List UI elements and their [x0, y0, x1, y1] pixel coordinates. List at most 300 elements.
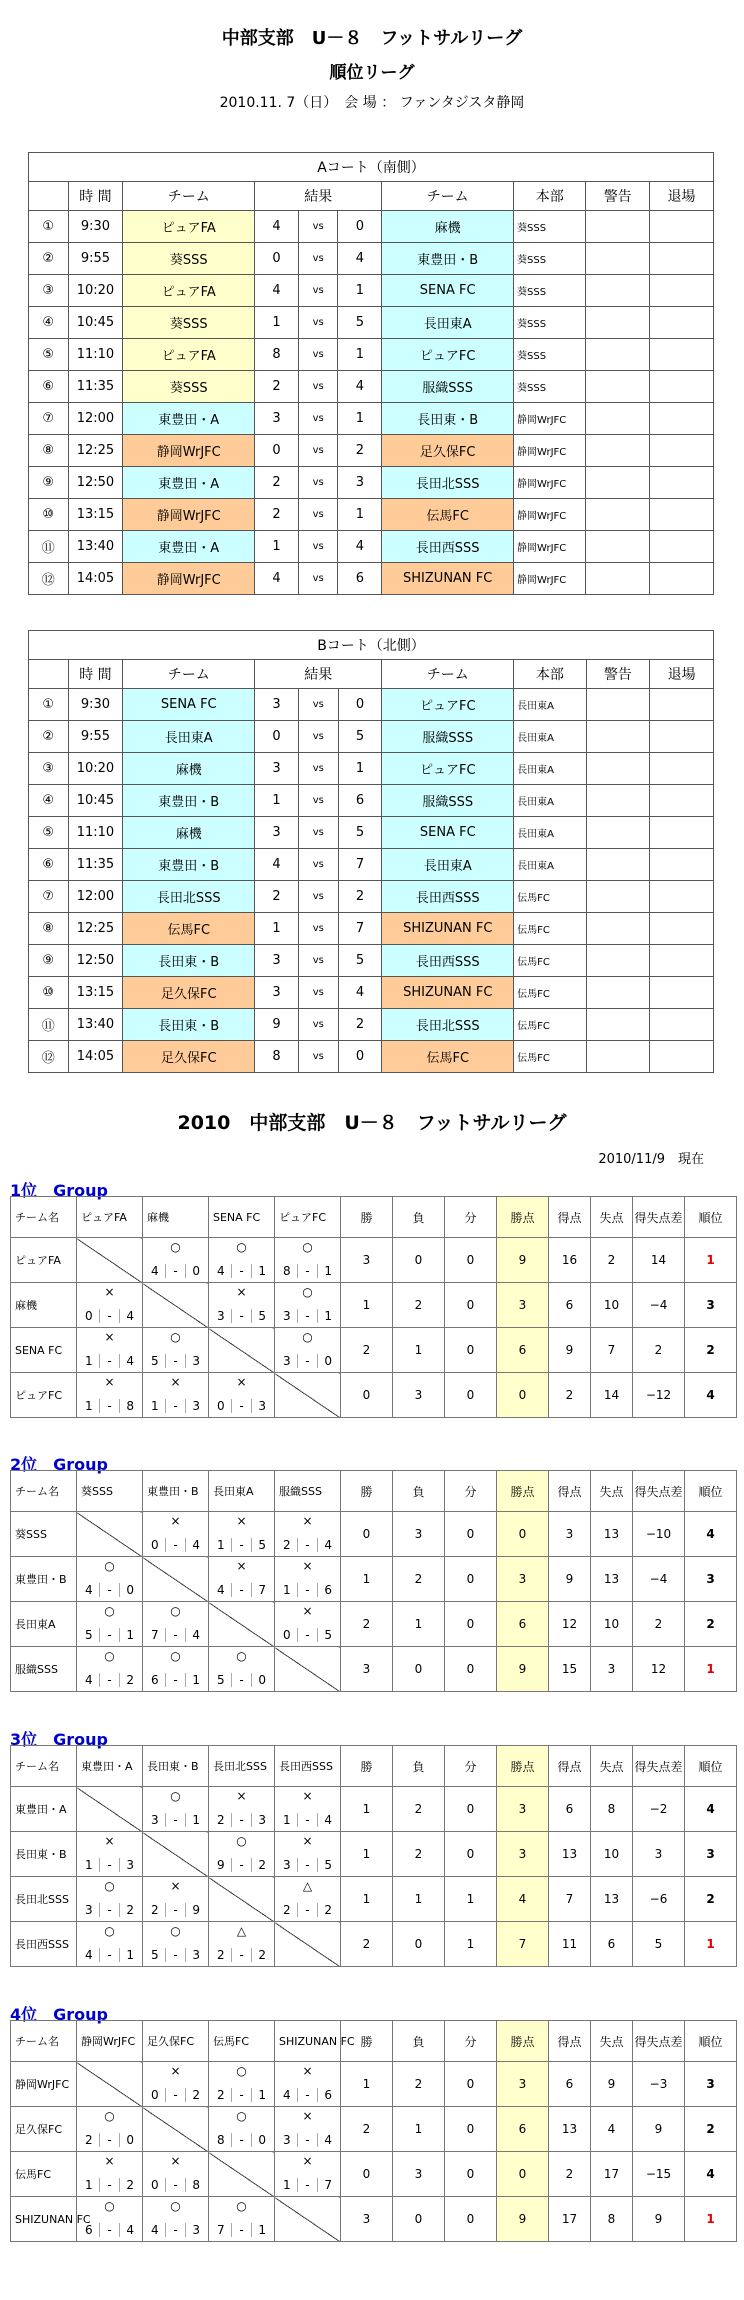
ejection-cell — [650, 211, 714, 243]
vs-label: vs — [298, 371, 338, 403]
result-symbol: × — [236, 1514, 247, 1528]
rank: 3 — [685, 1832, 737, 1877]
losses: 1 — [393, 2107, 445, 2152]
away-score: 5 — [338, 817, 382, 849]
score-dash: - — [165, 1538, 186, 1552]
rank: 3 — [685, 1283, 737, 1328]
match-number: ⑫ — [29, 1041, 69, 1073]
home-team: 葵SSS — [123, 371, 255, 403]
points: 3 — [497, 1283, 549, 1328]
match-row — [29, 1041, 714, 1073]
headquarters: 静岡WrJFC — [514, 467, 586, 499]
court-b-table — [28, 630, 714, 1073]
goals-for: 9 — [217, 1858, 225, 1872]
score-dash: - — [165, 2178, 186, 2192]
rank: 1 — [685, 1647, 737, 1692]
away-team: ピュアFC — [382, 689, 514, 721]
goals-for: 4 — [151, 1264, 159, 1278]
standings-row — [11, 1512, 737, 1557]
opponent-header: 東豊田・B — [143, 1471, 209, 1512]
goals-against: 3 — [185, 2223, 206, 2237]
goals-against: 0 — [119, 1583, 140, 1597]
head-to-head-score — [79, 1399, 140, 1413]
result-symbol: × — [104, 2154, 115, 2168]
score-dash: - — [231, 1673, 252, 1687]
self-match-cell — [209, 2152, 275, 2197]
match-time: 11:10 — [68, 339, 123, 371]
score-dash: - — [99, 1399, 120, 1413]
goals-conceded: 14 — [591, 1373, 633, 1418]
match-row — [29, 211, 714, 243]
draws: 0 — [445, 1647, 497, 1692]
team-name: 長田北SSS — [11, 1877, 77, 1922]
head-to-head-score — [277, 1903, 338, 1917]
draws: 0 — [445, 2152, 497, 2197]
head-to-head-score — [79, 1858, 140, 1872]
match-time: 11:10 — [68, 817, 123, 849]
away-score: 0 — [338, 211, 382, 243]
report-date: 2010/11/9 現在 — [598, 1152, 704, 1167]
result-symbol: × — [104, 1375, 115, 1389]
points: 6 — [497, 1328, 549, 1373]
match-time: 10:20 — [68, 275, 123, 307]
warning-cell — [586, 945, 650, 977]
home-team: ピュアFA — [123, 275, 255, 307]
stat-header: 勝 — [341, 1746, 393, 1787]
ejection-cell — [650, 243, 714, 275]
home-score: 0 — [255, 721, 299, 753]
score-dash: - — [165, 1264, 186, 1278]
goals-conceded: 3 — [591, 1647, 633, 1692]
match-time: 13:40 — [68, 1009, 123, 1041]
home-score: 1 — [255, 785, 299, 817]
ejection-cell — [650, 945, 714, 977]
result-symbol: ○ — [302, 1285, 313, 1299]
warning-cell — [586, 339, 650, 371]
wins: 2 — [341, 1602, 393, 1647]
column-header: 退場 — [650, 660, 714, 689]
goals-against: 5 — [251, 1309, 272, 1323]
score-dash: - — [99, 1673, 120, 1687]
score-dash: - — [297, 2133, 318, 2147]
goals-scored: 13 — [549, 2107, 591, 2152]
score-dash: - — [297, 2178, 318, 2192]
home-team: 伝馬FC — [123, 913, 255, 945]
vs-label: vs — [298, 499, 338, 531]
away-team: 伝馬FC — [382, 499, 514, 531]
home-score: 2 — [255, 881, 299, 913]
score-dash: - — [165, 2088, 186, 2102]
goals-conceded: 4 — [591, 2107, 633, 2152]
warning-cell — [586, 817, 650, 849]
away-score: 5 — [338, 945, 382, 977]
opponent-header: 長田東・B — [143, 1746, 209, 1787]
goals-conceded: 10 — [591, 1602, 633, 1647]
away-team: 東豊田・B — [382, 243, 514, 275]
head-to-head-score — [211, 1858, 272, 1872]
goals-against: 5 — [317, 1628, 338, 1642]
losses: 1 — [393, 1602, 445, 1647]
team-name: SENA FC — [11, 1328, 77, 1373]
result-symbol: × — [170, 1879, 181, 1893]
rank: 3 — [685, 1557, 737, 1602]
home-score: 2 — [255, 467, 299, 499]
losses: 0 — [393, 1647, 445, 1692]
goals-against: 3 — [185, 1948, 206, 1962]
draws: 1 — [445, 1877, 497, 1922]
draws: 1 — [445, 1922, 497, 1967]
goals-against: 8 — [185, 2178, 206, 2192]
match-number: ③ — [29, 275, 69, 307]
standings-row — [11, 1832, 737, 1877]
away-team: SHIZUNAN FC — [382, 977, 514, 1009]
away-score: 3 — [338, 467, 382, 499]
group-title: 2位 Group — [10, 1455, 108, 1474]
away-score: 1 — [338, 753, 382, 785]
home-score: 4 — [255, 849, 299, 881]
opponent-header: 静岡WrJFC — [77, 2021, 143, 2062]
result-symbol: × — [302, 1834, 313, 1848]
head-to-head-score — [145, 1399, 206, 1413]
head-to-head-cell — [275, 1238, 341, 1283]
result-symbol: ○ — [170, 2199, 181, 2213]
standings-row — [11, 2107, 737, 2152]
home-team: 東豊田・A — [123, 531, 255, 563]
goals-for: 3 — [283, 1858, 291, 1872]
head-to-head-cell — [77, 1283, 143, 1328]
away-team: ピュアFC — [382, 339, 514, 371]
head-to-head-cell — [77, 1877, 143, 1922]
result-symbol: ○ — [302, 1330, 313, 1344]
goals-for: 3 — [151, 1813, 159, 1827]
team-name-header: チーム名 — [11, 1471, 77, 1512]
group-4-standings-table — [10, 2020, 737, 2242]
column-header: チーム — [382, 660, 514, 689]
draws: 0 — [445, 1512, 497, 1557]
away-team: 服織SSS — [382, 721, 514, 753]
home-team: 麻機 — [123, 817, 255, 849]
head-to-head-score — [79, 2223, 140, 2237]
warning-cell — [586, 881, 650, 913]
stat-header: 勝点 — [497, 1746, 549, 1787]
goals-for: 1 — [151, 1399, 159, 1413]
head-to-head-cell — [77, 1328, 143, 1373]
result-symbol: ○ — [104, 2199, 115, 2213]
head-to-head-score — [211, 1264, 272, 1278]
vs-label: vs — [299, 849, 339, 881]
head-to-head-score — [145, 1673, 206, 1687]
team-name: 東豊田・B — [11, 1557, 77, 1602]
score-dash: - — [165, 1399, 186, 1413]
goals-against: 4 — [185, 1628, 206, 1642]
head-to-head-score — [277, 2088, 338, 2102]
goals-scored: 7 — [549, 1877, 591, 1922]
warning-cell — [586, 435, 650, 467]
vs-label: vs — [298, 403, 338, 435]
vs-label: vs — [298, 339, 338, 371]
self-match-cell — [209, 1877, 275, 1922]
home-team: 葵SSS — [123, 243, 255, 275]
goals-for: 4 — [217, 1264, 225, 1278]
headquarters: 葵SSS — [514, 371, 586, 403]
stat-header: 得点 — [549, 1471, 591, 1512]
warning-cell — [586, 243, 650, 275]
away-score: 1 — [338, 275, 382, 307]
away-score: 6 — [338, 563, 382, 595]
headquarters: 静岡WrJFC — [514, 403, 586, 435]
result-symbol: ○ — [104, 1649, 115, 1663]
goals-against: 0 — [251, 1673, 272, 1687]
headquarters: 長田東A — [514, 689, 586, 721]
result-symbol: ○ — [236, 2109, 247, 2123]
headquarters: 長田東A — [514, 817, 586, 849]
goals-scored: 13 — [549, 1832, 591, 1877]
vs-label: vs — [298, 531, 338, 563]
away-score: 5 — [338, 307, 382, 339]
draws: 0 — [445, 1283, 497, 1328]
losses: 2 — [393, 1832, 445, 1877]
goals-for: 4 — [85, 1583, 93, 1597]
goals-for: 2 — [85, 2133, 93, 2147]
away-team: 足久保FC — [382, 435, 514, 467]
match-row — [29, 371, 714, 403]
points: 3 — [497, 2062, 549, 2107]
opponent-header: 伝馬FC — [209, 2021, 275, 2062]
match-number: ⑧ — [29, 435, 69, 467]
points: 7 — [497, 1922, 549, 1967]
result-symbol: × — [104, 1330, 115, 1344]
result-symbol: ○ — [170, 1924, 181, 1938]
goals-scored: 17 — [549, 2197, 591, 2242]
head-to-head-score — [211, 1948, 272, 1962]
score-dash: - — [99, 1858, 120, 1872]
headquarters: 長田東A — [514, 849, 586, 881]
goals-for: 1 — [85, 1858, 93, 1872]
home-team: 足久保FC — [123, 1041, 255, 1073]
away-team: 長田東A — [382, 849, 514, 881]
team-name: 麻機 — [11, 1283, 77, 1328]
head-to-head-score — [145, 2178, 206, 2192]
losses: 0 — [393, 1922, 445, 1967]
score-dash: - — [231, 1309, 252, 1323]
team-name: 足久保FC — [11, 2107, 77, 2152]
home-score: 0 — [255, 435, 299, 467]
result-symbol: × — [236, 1375, 247, 1389]
ejection-cell — [650, 913, 714, 945]
goal-difference: −4 — [633, 1557, 685, 1602]
head-to-head-score — [145, 2223, 206, 2237]
goals-for: 0 — [85, 1309, 93, 1323]
match-time: 12:25 — [68, 435, 123, 467]
away-team: ピュアFC — [382, 753, 514, 785]
head-to-head-cell — [143, 1602, 209, 1647]
column-header: 退場 — [650, 182, 714, 211]
warning-cell — [586, 275, 650, 307]
team-name: ピュアFC — [11, 1373, 77, 1418]
vs-label: vs — [298, 467, 338, 499]
away-team: 麻機 — [382, 211, 514, 243]
header-no-cell — [29, 660, 69, 689]
head-to-head-score — [277, 1583, 338, 1597]
goals-for: 0 — [151, 2088, 159, 2102]
column-header: 警告 — [586, 182, 650, 211]
stat-header: 得失点差 — [633, 2021, 685, 2062]
opponent-header: 葵SSS — [77, 1471, 143, 1512]
goals-scored: 6 — [549, 1787, 591, 1832]
goals-against: 4 — [317, 2133, 338, 2147]
vs-label: vs — [299, 785, 339, 817]
away-score: 2 — [338, 435, 382, 467]
match-number: ② — [29, 243, 69, 275]
team-name-header: チーム名 — [11, 1197, 77, 1238]
match-time: 10:20 — [68, 753, 123, 785]
team-name: 長田東A — [11, 1602, 77, 1647]
head-to-head-score — [79, 1583, 140, 1597]
ejection-cell — [650, 977, 714, 1009]
points: 6 — [497, 2107, 549, 2152]
headquarters: 静岡WrJFC — [514, 499, 586, 531]
home-team: SENA FC — [123, 689, 255, 721]
vs-label: vs — [299, 881, 339, 913]
goals-scored: 9 — [549, 1557, 591, 1602]
wins: 1 — [341, 1787, 393, 1832]
head-to-head-score — [145, 1354, 206, 1368]
ejection-cell — [650, 817, 714, 849]
losses: 0 — [393, 1238, 445, 1283]
rank: 2 — [685, 1602, 737, 1647]
stat-header: 得点 — [549, 1197, 591, 1238]
group-1-standings-table — [10, 1196, 737, 1418]
goal-difference: −15 — [633, 2152, 685, 2197]
home-score: 8 — [255, 1041, 299, 1073]
goals-for: 1 — [283, 1813, 291, 1827]
ejection-cell — [650, 531, 714, 563]
goal-difference: 9 — [633, 2197, 685, 2242]
head-to-head-score — [79, 1673, 140, 1687]
head-to-head-cell — [143, 1373, 209, 1418]
score-dash: - — [297, 1538, 318, 1552]
home-score: 1 — [255, 531, 299, 563]
head-to-head-score — [277, 1354, 338, 1368]
match-row — [29, 945, 714, 977]
ejection-cell — [650, 849, 714, 881]
home-score: 9 — [255, 1009, 299, 1041]
ejection-cell — [650, 339, 714, 371]
stat-header: 順位 — [685, 1746, 737, 1787]
result-symbol: ○ — [104, 1604, 115, 1618]
match-number: ⑨ — [29, 467, 69, 499]
wins: 1 — [341, 1557, 393, 1602]
goals-scored: 6 — [549, 2062, 591, 2107]
goals-scored: 16 — [549, 1238, 591, 1283]
head-to-head-score — [211, 2223, 272, 2237]
header-no-cell — [29, 182, 69, 211]
score-dash: - — [231, 1813, 252, 1827]
goals-for: 4 — [151, 2223, 159, 2237]
court-a-table — [28, 152, 714, 595]
result-symbol: × — [302, 2154, 313, 2168]
away-score: 4 — [338, 531, 382, 563]
head-to-head-cell — [143, 1647, 209, 1692]
head-to-head-cell — [77, 1557, 143, 1602]
standings-row — [11, 1602, 737, 1647]
self-match-cell — [275, 2197, 341, 2242]
draws: 0 — [445, 1238, 497, 1283]
warning-cell — [586, 689, 650, 721]
warning-cell — [586, 1009, 650, 1041]
away-team: 長田西SSS — [382, 881, 514, 913]
match-row — [29, 849, 714, 881]
goal-difference: 5 — [633, 1922, 685, 1967]
opponent-header: 服織SSS — [275, 1471, 341, 1512]
goals-conceded: 8 — [591, 2197, 633, 2242]
result-symbol: × — [170, 2064, 181, 2078]
goals-against: 4 — [317, 1813, 338, 1827]
ejection-cell — [650, 275, 714, 307]
goal-difference: −2 — [633, 1787, 685, 1832]
column-header: チーム — [123, 660, 255, 689]
head-to-head-score — [211, 2133, 272, 2147]
score-dash: - — [165, 2223, 186, 2237]
head-to-head-score — [211, 1813, 272, 1827]
head-to-head-score — [211, 1583, 272, 1597]
away-score: 2 — [338, 1009, 382, 1041]
home-score: 4 — [255, 211, 299, 243]
head-to-head-score — [277, 2178, 338, 2192]
self-match-cell — [275, 1373, 341, 1418]
goals-against: 4 — [119, 2223, 140, 2237]
losses: 3 — [393, 2152, 445, 2197]
ejection-cell — [650, 371, 714, 403]
match-number: ⑥ — [29, 371, 69, 403]
warning-cell — [586, 307, 650, 339]
court-title: Bコート（北側） — [29, 631, 714, 660]
away-score: 5 — [338, 721, 382, 753]
result-symbol: ○ — [236, 2064, 247, 2078]
vs-label: vs — [298, 563, 338, 595]
goals-against: 0 — [119, 2133, 140, 2147]
warning-cell — [586, 977, 650, 1009]
match-row — [29, 275, 714, 307]
match-time: 13:40 — [68, 531, 123, 563]
warning-cell — [586, 499, 650, 531]
rank: 4 — [685, 1512, 737, 1557]
stat-header: 分 — [445, 1197, 497, 1238]
head-to-head-score — [145, 1903, 206, 1917]
goals-against: 4 — [317, 1538, 338, 1552]
goals-against: 2 — [185, 2088, 206, 2102]
away-score: 2 — [338, 881, 382, 913]
match-number: ① — [29, 689, 69, 721]
goal-difference: −6 — [633, 1877, 685, 1922]
warning-cell — [586, 753, 650, 785]
home-score: 3 — [255, 977, 299, 1009]
stat-header: 分 — [445, 2021, 497, 2062]
head-to-head-score — [145, 1628, 206, 1642]
match-time: 14:05 — [68, 1041, 123, 1073]
head-to-head-cell — [275, 2107, 341, 2152]
away-team: 長田北SSS — [382, 467, 514, 499]
stat-header: 負 — [393, 2021, 445, 2062]
away-score: 0 — [338, 689, 382, 721]
goals-for: 1 — [283, 1583, 291, 1597]
standings-row — [11, 1373, 737, 1418]
score-dash: - — [165, 1813, 186, 1827]
head-to-head-cell — [275, 1557, 341, 1602]
head-to-head-score — [79, 2178, 140, 2192]
match-time: 11:35 — [68, 371, 123, 403]
head-to-head-cell — [77, 2107, 143, 2152]
